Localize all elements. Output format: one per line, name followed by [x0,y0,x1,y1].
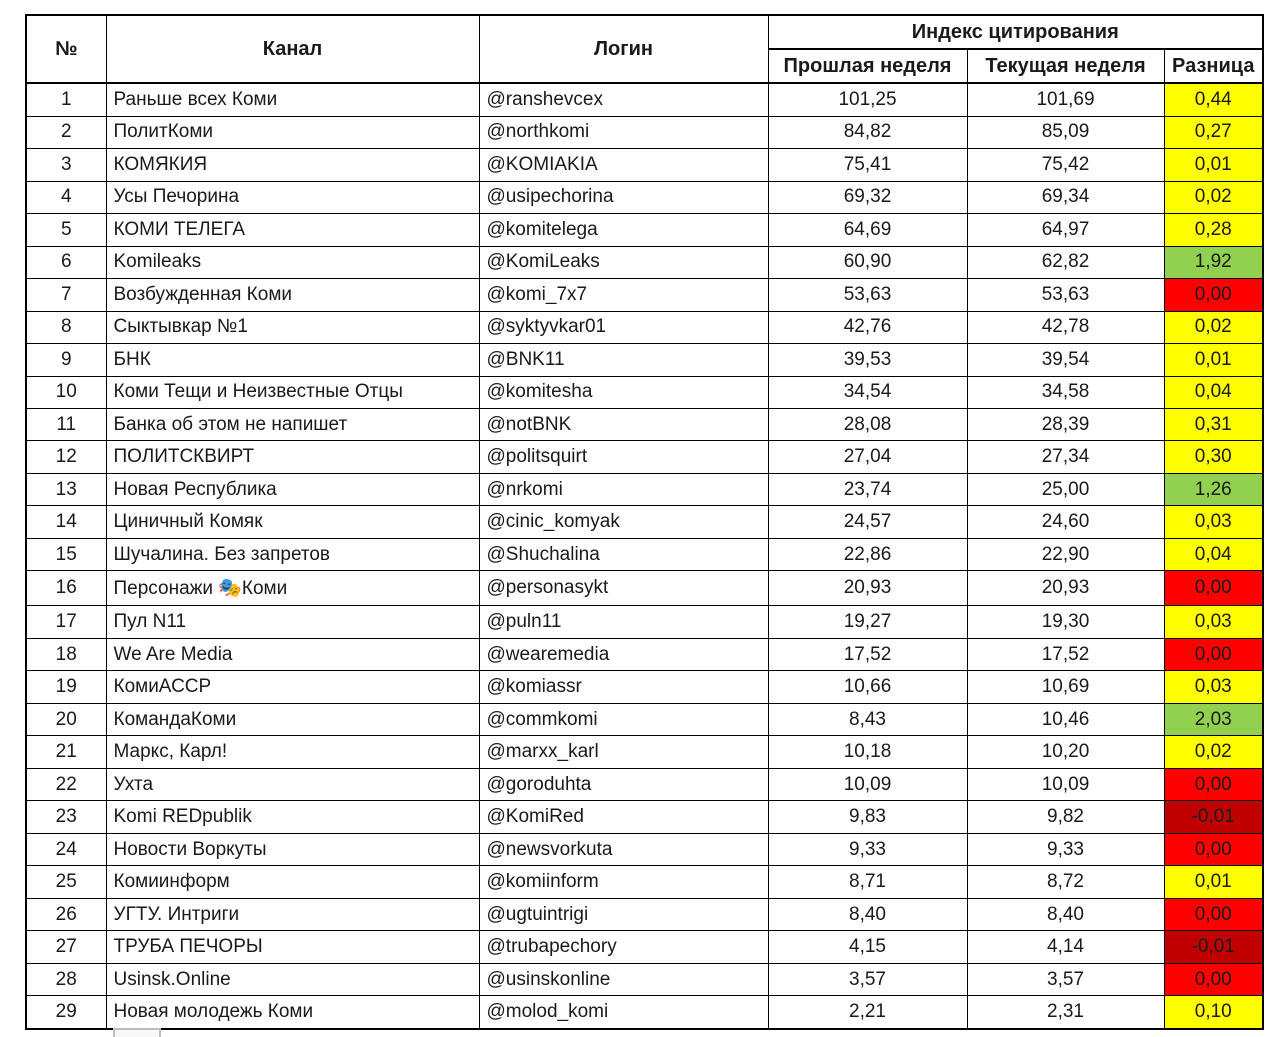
cell-difference: 0,28 [1164,214,1263,246]
cell-prev-week: 9,33 [768,833,967,865]
table-header [26,15,1263,83]
cell-difference: 0,00 [1164,963,1263,995]
table-row [26,606,1263,638]
cell-curr-week: 85,09 [967,116,1164,148]
cell-login: @nrkomi [479,473,768,505]
cell-login: @ugtuintrigi [479,898,768,930]
table-row [26,931,1263,963]
cell-curr-week: 75,42 [967,149,1164,181]
cell-channel: Новая Республика [106,473,479,505]
cell-channel: Банка об этом не напишет [106,408,479,440]
cell-prev-week: 84,82 [768,116,967,148]
cell-login: @cinic_komyak [479,506,768,538]
table-row [26,538,1263,570]
cell-difference: 0,01 [1164,344,1263,376]
cell-login: @puln11 [479,606,768,638]
cell-channel: Komi REDpublik [106,801,479,833]
cell-curr-week: 28,39 [967,408,1164,440]
cell-prev-week: 60,90 [768,246,967,278]
cell-login: @northkomi [479,116,768,148]
cell-prev-week: 64,69 [768,214,967,246]
cell-channel: Сыктывкар №1 [106,311,479,343]
table-row [26,214,1263,246]
cell-channel: Персонажи 🎭Коми [106,571,479,606]
cell-number: 12 [26,441,106,473]
header-curr-week: Текущая неделя [967,49,1164,83]
cell-prev-week: 10,66 [768,671,967,703]
cell-number: 11 [26,408,106,440]
header-citation-index: Индекс цитирования [768,15,1263,49]
cell-channel: КОМЯКИЯ [106,149,479,181]
cell-curr-week: 53,63 [967,279,1164,311]
cell-difference: 0,01 [1164,149,1263,181]
cell-prev-week: 39,53 [768,344,967,376]
cell-channel: УГТУ. Интриги [106,898,479,930]
cell-difference: 1,92 [1164,246,1263,278]
cell-number: 19 [26,671,106,703]
table-row [26,311,1263,343]
cell-difference: 0,03 [1164,671,1263,703]
citation-index-table [25,14,1264,1030]
cell-login: @notBNK [479,408,768,440]
table-row [26,703,1263,735]
cell-curr-week: 9,33 [967,833,1164,865]
cell-difference: 1,26 [1164,473,1263,505]
cell-channel: КомиАССР [106,671,479,703]
cell-curr-week: 10,46 [967,703,1164,735]
cell-channel: Маркс, Карл! [106,736,479,768]
cell-number: 13 [26,473,106,505]
cell-difference: 0,00 [1164,768,1263,800]
cell-difference: -0,01 [1164,801,1263,833]
cell-number: 27 [26,931,106,963]
cell-difference: 0,00 [1164,279,1263,311]
cell-difference: -0,01 [1164,931,1263,963]
cell-prev-week: 10,09 [768,768,967,800]
table-row [26,246,1263,278]
table-row [26,996,1263,1029]
cell-curr-week: 10,69 [967,671,1164,703]
cell-number: 20 [26,703,106,735]
cell-login: @ranshevcex [479,83,768,116]
cell-number: 22 [26,768,106,800]
table-row [26,736,1263,768]
table-row [26,801,1263,833]
cell-prev-week: 24,57 [768,506,967,538]
cell-prev-week: 17,52 [768,638,967,670]
cell-prev-week: 8,40 [768,898,967,930]
table-row [26,671,1263,703]
table-row [26,149,1263,181]
cell-difference: 0,30 [1164,441,1263,473]
cell-prev-week: 19,27 [768,606,967,638]
cell-difference: 0,44 [1164,83,1263,116]
cell-login: @BNK11 [479,344,768,376]
cell-curr-week: 8,40 [967,898,1164,930]
cell-prev-week: 27,04 [768,441,967,473]
cell-number: 10 [26,376,106,408]
header-row-top [26,15,1263,49]
cell-login: @usipechorina [479,181,768,213]
cell-prev-week: 23,74 [768,473,967,505]
cell-number: 5 [26,214,106,246]
cell-number: 14 [26,506,106,538]
cell-curr-week: 20,93 [967,571,1164,606]
cell-channel: Раньше всех Коми [106,83,479,116]
cell-number: 18 [26,638,106,670]
cell-channel: Возбужденная Коми [106,279,479,311]
table-row [26,408,1263,440]
cell-login: @goroduhta [479,768,768,800]
cell-login: @syktyvkar01 [479,311,768,343]
cell-number: 24 [26,833,106,865]
cell-number: 17 [26,606,106,638]
cell-number: 21 [26,736,106,768]
cell-difference: 2,03 [1164,703,1263,735]
cell-channel: ПолитКоми [106,116,479,148]
cell-difference: 0,02 [1164,311,1263,343]
cell-difference: 0,00 [1164,571,1263,606]
cell-number: 15 [26,538,106,570]
cell-login: @KomiLeaks [479,246,768,278]
cell-channel: Циничный Комяк [106,506,479,538]
table-row [26,506,1263,538]
cell-prev-week: 42,76 [768,311,967,343]
table-row [26,279,1263,311]
cell-difference: 0,02 [1164,181,1263,213]
cell-channel: Ухта [106,768,479,800]
cell-login: @usinskonline [479,963,768,995]
cell-prev-week: 22,86 [768,538,967,570]
cell-channel: Пул N11 [106,606,479,638]
cell-login: @komitesha [479,376,768,408]
cell-prev-week: 101,25 [768,83,967,116]
cell-channel: We Are Media [106,638,479,670]
cell-login: @molod_komi [479,996,768,1029]
table-row [26,638,1263,670]
cell-curr-week: 39,54 [967,344,1164,376]
cell-number: 8 [26,311,106,343]
table-row [26,571,1263,606]
cell-number: 23 [26,801,106,833]
cell-login: @wearemedia [479,638,768,670]
cell-prev-week: 8,71 [768,866,967,898]
header-login: Логин [479,15,768,83]
table-row [26,441,1263,473]
cell-difference: 0,27 [1164,116,1263,148]
cell-curr-week: 101,69 [967,83,1164,116]
header-number: № [26,15,106,83]
cell-prev-week: 10,18 [768,736,967,768]
cell-difference: 0,04 [1164,376,1263,408]
cell-prev-week: 4,15 [768,931,967,963]
table-row [26,116,1263,148]
cell-channel: Новая молодежь Коми [106,996,479,1029]
cell-difference: 0,03 [1164,506,1263,538]
table-row [26,963,1263,995]
cell-difference: 0,03 [1164,606,1263,638]
cell-difference: 0,31 [1164,408,1263,440]
cell-curr-week: 34,58 [967,376,1164,408]
cell-curr-week: 2,31 [967,996,1164,1029]
table-row [26,473,1263,505]
cell-number: 1 [26,83,106,116]
cell-channel: Усы Печорина [106,181,479,213]
cell-login: @KomiRed [479,801,768,833]
cell-login: @marxx_karl [479,736,768,768]
cell-prev-week: 9,83 [768,801,967,833]
cell-channel: ТРУБА ПЕЧОРЫ [106,931,479,963]
cell-curr-week: 69,34 [967,181,1164,213]
cell-curr-week: 24,60 [967,506,1164,538]
cell-number: 28 [26,963,106,995]
table-row [26,83,1263,116]
cell-number: 26 [26,898,106,930]
cell-number: 3 [26,149,106,181]
cell-curr-week: 8,72 [967,866,1164,898]
table-row [26,833,1263,865]
cell-difference: 0,01 [1164,866,1263,898]
cell-curr-week: 64,97 [967,214,1164,246]
cell-login: @trubapechory [479,931,768,963]
cell-difference: 0,00 [1164,898,1263,930]
cell-prev-week: 28,08 [768,408,967,440]
cell-difference: 0,04 [1164,538,1263,570]
cell-prev-week: 34,54 [768,376,967,408]
cell-curr-week: 25,00 [967,473,1164,505]
cell-channel: Коми Тещи и Неизвестные Отцы [106,376,479,408]
table-row [26,344,1263,376]
cell-login: @newsvorkuta [479,833,768,865]
cell-channel: Komileaks [106,246,479,278]
cell-difference: 0,00 [1164,638,1263,670]
cell-curr-week: 10,20 [967,736,1164,768]
header-channel: Канал [106,15,479,83]
cell-curr-week: 62,82 [967,246,1164,278]
cell-prev-week: 3,57 [768,963,967,995]
cell-number: 25 [26,866,106,898]
cell-login: @komitelega [479,214,768,246]
cell-difference: 0,00 [1164,833,1263,865]
cell-prev-week: 20,93 [768,571,967,606]
cell-prev-week: 75,41 [768,149,967,181]
cell-number: 4 [26,181,106,213]
cell-channel: Новости Воркуты [106,833,479,865]
cell-prev-week: 53,63 [768,279,967,311]
cell-login: @KOMIAKIA [479,149,768,181]
cell-channel: ПОЛИТСКВИРТ [106,441,479,473]
cell-curr-week: 9,82 [967,801,1164,833]
cell-curr-week: 22,90 [967,538,1164,570]
table-row [26,181,1263,213]
cell-channel: КомандаКоми [106,703,479,735]
cell-channel: БНК [106,344,479,376]
cell-number: 29 [26,996,106,1029]
cell-curr-week: 42,78 [967,311,1164,343]
cell-channel: КОМИ ТЕЛЕГА [106,214,479,246]
header-difference: Разница [1164,49,1263,83]
table-row [26,866,1263,898]
cell-login: @politsquirt [479,441,768,473]
partial-cell-artifact [113,1028,161,1037]
cell-difference: 0,10 [1164,996,1263,1029]
cell-number: 9 [26,344,106,376]
header-prev-week: Прошлая неделя [768,49,967,83]
cell-number: 16 [26,571,106,606]
cell-login: @komiinform [479,866,768,898]
cell-number: 6 [26,246,106,278]
cell-prev-week: 8,43 [768,703,967,735]
table-body [26,83,1263,1029]
cell-prev-week: 2,21 [768,996,967,1029]
cell-curr-week: 27,34 [967,441,1164,473]
cell-curr-week: 19,30 [967,606,1164,638]
cell-curr-week: 4,14 [967,931,1164,963]
cell-number: 2 [26,116,106,148]
cell-login: @personasykt [479,571,768,606]
cell-channel: Комиинформ [106,866,479,898]
cell-channel: Шучалина. Без запретов [106,538,479,570]
cell-login: @komi_7x7 [479,279,768,311]
table-row [26,768,1263,800]
cell-curr-week: 3,57 [967,963,1164,995]
cell-curr-week: 10,09 [967,768,1164,800]
table-row [26,898,1263,930]
cell-login: @komiassr [479,671,768,703]
cell-curr-week: 17,52 [967,638,1164,670]
cell-number: 7 [26,279,106,311]
cell-prev-week: 69,32 [768,181,967,213]
cell-login: @Shuchalina [479,538,768,570]
table-row [26,376,1263,408]
cell-login: @commkomi [479,703,768,735]
cell-difference: 0,02 [1164,736,1263,768]
cell-channel: Usinsk.Online [106,963,479,995]
